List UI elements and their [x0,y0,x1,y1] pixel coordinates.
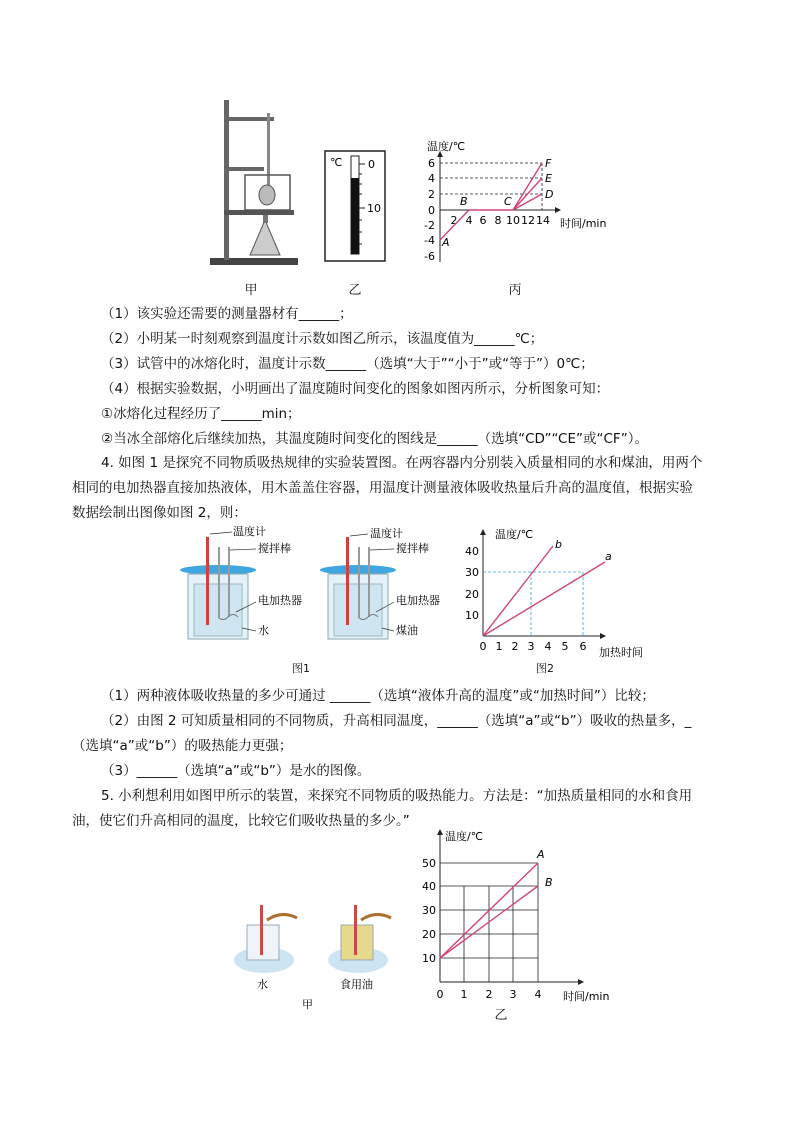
xtick-8: 8 [494,214,502,227]
ytick-6: 6 [428,157,435,170]
point-D: D [545,188,554,201]
q5-xtick-2: 2 [485,988,493,1001]
q5-intro-2: 油，使它们升高相同的温度，比较它们吸收热量的多少。” [72,813,410,829]
q4-xtick-3: 3 [527,640,535,653]
label-stir-2: 搅拌棒 [396,542,429,555]
q4-line-2: （2）由图 2 可知质量相同的不同物质，升高相同温度，______（选填“a”或“b”）吸收的热量多，_ [101,713,692,729]
q4-intro-2: 相同的电加热器直接加热液体，用木盖盖住容器，用温度计测量液体吸收热量后升高的温度值，根据实验 [72,480,693,496]
q4-fig2-caption: 图2 [536,662,554,675]
q5-xtick-1: 1 [460,988,468,1001]
graph-ylabel: 温度/℃ [427,140,466,153]
q4-xtick-1: 1 [495,640,503,653]
series-a-label: a [605,550,612,563]
caption-yi: 乙 [348,283,362,298]
q5-graph [415,822,625,1022]
q5-caption-yi: 乙 [494,1008,508,1023]
label-stir-1: 搅拌棒 [258,542,291,555]
label-oil: 食用油 [340,978,373,991]
q4-intro-1: 4. 如图 1 是探究不同物质吸热规律的实验装置图。在两容器内分别装入质量相同的水和煤油，用两个 [101,455,703,471]
point-B: B [460,195,468,208]
point-F: F [545,157,552,170]
q3-line-4: （4）根据实验数据，小明画出了温度随时间变化的图象如图丙所示，分析图象可知： [101,381,610,397]
q5-graph-ylabel: 温度/℃ [445,830,484,843]
figure-1-thermometer [324,150,386,262]
q5-ytick-40: 40 [422,880,436,893]
thermo-unit: ℃ [330,156,343,169]
q4-ytick-20: 20 [465,588,479,601]
q4-line-1: （1）两种液体吸收热量的多少可通过 ______（选填“液体升高的温度”或“加热时间”）比较； [101,688,655,704]
label-thermometer-2: 温度计 [370,527,403,540]
series-B-label: B [545,876,553,889]
series-b-line [483,546,553,636]
q4-figure-1 [178,522,463,672]
q4-xtick-2: 2 [511,640,519,653]
graph-xlabel: 时间/min [560,217,607,230]
q3-line-6: ②当冰全部熔化后继续加热，其温度随时间变化的图线是______（选填“CD”“CE”或“CF”）。 [101,431,648,447]
xtick-12: 12 [521,214,535,227]
thermo-tick-0: 0 [368,158,375,171]
q3-line-3: （3）试管中的冰熔化时，温度计示数______（选填“大于”“小于”或“等于”）0℃； [101,356,594,372]
series-a-line [483,562,605,636]
xtick-2: 2 [450,214,458,227]
point-A: A [442,236,450,249]
caption-jia: 甲 [244,283,258,298]
q4-graph-ylabel: 温度/℃ [495,528,534,541]
label-water: 水 [258,624,269,637]
figure-1-apparatus [210,95,305,270]
q5-ytick-10: 10 [422,952,436,965]
q4-line-3: （选填“a”或“b”）的吸热能力更强； [72,738,293,754]
q5-apparatus [232,900,402,1010]
q4-ytick-10: 10 [465,609,479,622]
label-heater-2: 电加热器 [396,594,440,607]
q4-ytick-40: 40 [465,545,479,558]
q4-figure-2 [455,520,665,680]
xtick-10: 10 [506,214,520,227]
q5-ytick-20: 20 [422,928,436,941]
q5-intro-1: 5. 小利想利用如图甲所示的装置，来探究不同物质的吸热能力。方法是：“加热质量相同的水和食用 [101,788,693,804]
q5-xtick-3: 3 [509,988,517,1001]
water-container [180,537,256,639]
ytick-m2: -2 [424,219,435,232]
xtick-4: 4 [465,214,473,227]
q5-ytick-30: 30 [422,904,436,917]
q4-xtick-6: 6 [579,640,587,653]
label-thermometer-1: 温度计 [233,525,266,538]
kerosene-container [320,537,396,639]
q5-graph-xlabel: 时间/min [563,990,610,1003]
series-b-label: b [555,538,562,551]
xtick-6: 6 [479,214,487,227]
q3-line-2: （2）小明某一时刻观察到温度计示数如图乙所示，该温度值为______℃； [101,331,544,347]
q5-xtick-4: 4 [534,988,542,1001]
q4-fig1-caption: 图1 [292,662,310,675]
caption-bing: 丙 [508,283,522,298]
thermo-tick-10: 10 [367,202,381,215]
label-heater-1: 电加热器 [258,594,302,607]
q3-line-5: ①冰熔化过程经历了______min； [101,406,301,422]
q4-xtick-0: 0 [479,640,487,653]
point-E: E [545,172,552,185]
q5-caption-jia: 甲 [302,998,313,1010]
label-kerosene: 煤油 [396,624,418,637]
ytick-0: 0 [428,204,435,217]
q4-intro-3: 数据绘制出图像如图 2，则： [72,505,247,521]
xtick-14: 14 [536,214,550,227]
q3-line-1: （1）该实验还需要的测量器材有______； [101,306,353,322]
q4-graph-xlabel: 加热时间 [599,646,643,659]
q4-xtick-5: 5 [561,640,569,653]
figure-1-graph [410,132,620,272]
q4-ytick-30: 30 [465,566,479,579]
q4-xtick-4: 4 [544,640,552,653]
q4-line-4: （3）______（选填“a”或“b”）是水的图像。 [101,763,371,779]
ytick-2: 2 [428,188,435,201]
q5-xtick-0: 0 [436,988,444,1001]
point-C: C [504,195,512,208]
label-water-q5: 水 [257,978,268,991]
ytick-4: 4 [428,172,435,185]
q5-ytick-50: 50 [422,857,436,870]
ytick-m4: -4 [424,234,435,247]
series-A-label: A [537,848,545,861]
ytick-m6: -6 [424,250,435,263]
